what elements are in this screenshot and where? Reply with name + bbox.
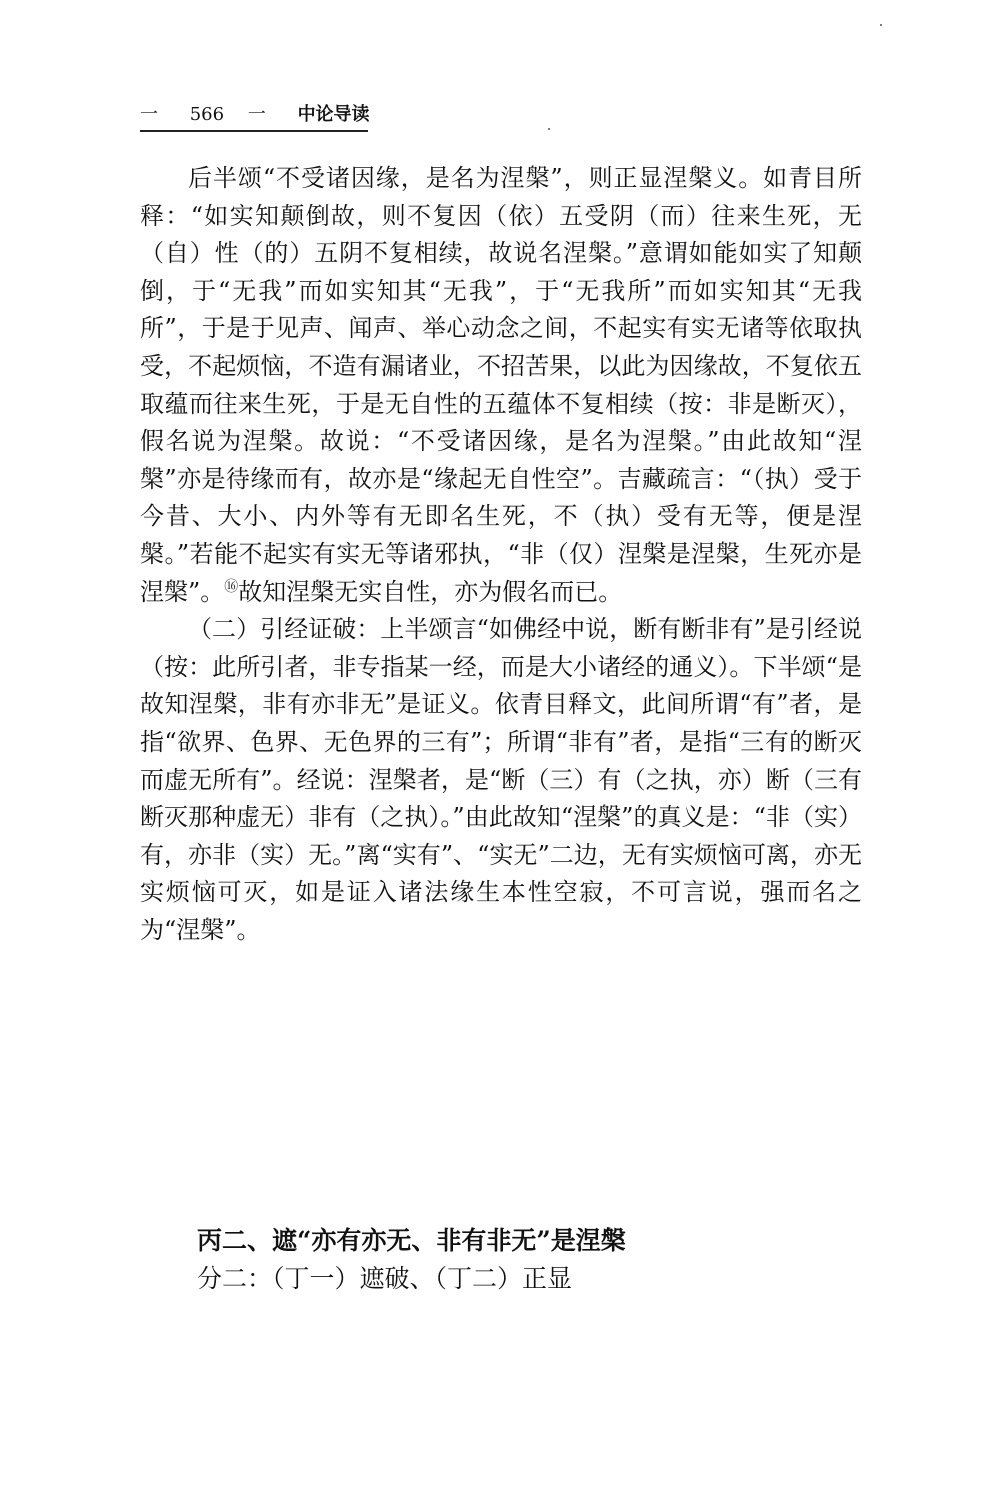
footnote-marker: ⑯ [224,578,239,595]
paragraph-1-text: 后半颂“不受诸因缘，是名为涅槃”，则正显涅槃义。如青目所释：“如实知颠倒故，则不复因（依）五受阴（而）往来生死，无（自）性（的）五阴不复相续，故说名涅槃。”意谓如能如实了知颠倒，于“无我”而如实知其“无我”，于“无我所”而如实知其“无我所”，于是于见声、闻声、举心动念之间，不起实有实无诸等依取执受，不起烦恼，不造有漏诸业，不招苦果，以此为因缘故，不复依五取蕴而往来生死，于是无自性的五蕴体不复相续（按：非是断灭），假名说为涅槃。故说：“不受诸因缘，是名为涅槃。”由此故知“涅槃”亦是待缘而有，故亦是“缘起无自性空”。吉藏疏言：“（执）受于今昔、大小、内外等有无即名生死，不（执）受有无等，便是涅槃。”若能不起实有实无等诸邪执，“非（仅）涅槃是涅槃，生死亦是涅槃”。 [140,164,862,606]
section-subheading: 分二：（丁一）遮破、（丁二）正显 [197,1264,573,1293]
body-text [140,160,862,949]
paragraph-1 [140,160,862,611]
book-title: 中论导读 [297,104,370,125]
section-block [197,1222,877,1298]
scan-speck [880,24,882,26]
header-dash-right: 一 [247,104,266,125]
paragraph-1-tail: 故知涅槃无实自性，亦为假名而已。 [238,577,623,606]
header-dash-left: 一 [140,104,158,125]
running-header [140,100,860,134]
paragraph-2: （二）引经证破：上半颂言“如佛经中说，断有断非有”是引经说（按：此所引者，非专指某一经，而是大小诸经的通义）。下半颂“是故知涅槃，非有亦非无”是证义。依青目释文，此间所谓“有”者，是指“欲界、色界、无色界的三有”；所谓“非有”者，是指“三有的断灭而虚无所有”。经说：涅槃者，是“断（三）有（之执，亦）断（三有断灭那种虚无）非有（之执）。”由此故知“涅槃”的真义是：“非（实）有，亦非（实）无。”离“实有”、“实无”二边，无有实烦恼可离，亦无实烦恼可灭，如是证入诸法缘生本性空寂，不可言说，强而名之为“涅槃”。 [140,615,862,944]
scan-speck [548,128,550,130]
page-number: 566 [189,104,225,125]
header-underline [140,130,368,132]
section-heading: 丙二、遮“亦有亦无、非有非无”是涅槃 [197,1226,626,1255]
